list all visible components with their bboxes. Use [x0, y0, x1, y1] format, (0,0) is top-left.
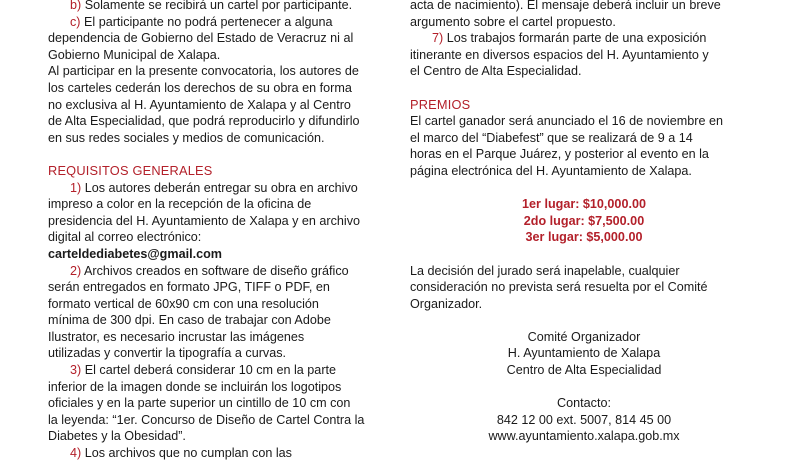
right-column [410, 0, 758, 445]
left-column [48, 0, 400, 462]
decision-line: La decisión del jurado será inapelable, cualquier [410, 263, 680, 278]
premios-line: el marco del “Diabefest” que se realizará de 9 a 14 [410, 130, 693, 145]
premios-line: página electrónica del H. Ayuntamiento de Xalapa. [410, 163, 692, 178]
email-link[interactable]: carteldediabetes@gmail.com [48, 246, 222, 261]
contact-label: Contacto: [557, 396, 611, 411]
req1-line: impreso a color en la recepción de la oficina de [48, 197, 312, 212]
premios-heading: PREMIOS [410, 96, 471, 112]
contact-phone: 842 12 00 ext. 5007, 814 45 00 [496, 412, 672, 427]
rights-line: en sus redes sociales y medios de comunicación. [48, 130, 325, 145]
continued-line: argumento sobre el cartel propuesto. [410, 14, 616, 29]
prize-third: 3er lugar: $5,000.00 [525, 230, 643, 245]
contact-website-link[interactable]: www.ayuntamiento.xalapa.gob.mx [488, 429, 680, 444]
req1-line: presidencia del H. Ayuntamiento de Xalapa y en archivo [48, 213, 361, 228]
requisitos-heading: REQUISITOS GENERALES [48, 162, 213, 178]
para-line: dependencia de Gobierno del Estado de Veracruz ni al [48, 31, 354, 46]
rule-c: c) El participante no podrá pertenecer a alguna [70, 14, 333, 29]
rights-line: Al participar en la presente convocatoria, los autores de [48, 64, 359, 79]
req3-line: la leyenda: “1er. Concurso de Diseño de Cartel Contra la [48, 412, 365, 427]
item7-line: el Centro de Alta Especialidad. [410, 64, 582, 79]
item7-first: 7) Los trabajos formarán parte de una exposición [432, 31, 707, 46]
req1-line: digital al correo electrónico: [48, 230, 202, 245]
premios-line: horas en el Parque Juárez, y posterior al evento en la [410, 147, 709, 162]
prize-first: 1er lugar: $10,000.00 [522, 197, 646, 212]
req2-line: utilizadas y convertir la tipografía a curvas. [48, 346, 286, 361]
committee-line: H. Ayuntamiento de Xalapa [507, 346, 661, 361]
committee-title: Comité Organizador [527, 329, 641, 344]
decision-line: Organizador. [410, 296, 483, 311]
rule-b: b) Solamente se recibirá un cartel por participante. [70, 0, 353, 12]
req4-first: 4) Los archivos que no cumplan con las [70, 446, 292, 461]
rights-line: de Alta Especialidad, que podrá reproducirlo y difundirlo [48, 114, 360, 129]
premios-line: El cartel ganador será anunciado el 16 de noviembre en [410, 114, 723, 129]
req2-line: mínima de 300 dpi. En caso de trabajar con Adobe [48, 313, 331, 328]
req2-line: Ilustrator, es necesario incrustar las imágenes [48, 329, 305, 344]
item7-line: itinerante en diversos espacios del H. Ayuntamiento y [410, 47, 709, 62]
rights-line: no exclusiva al H. Ayuntamiento de Xalapa y al Centro [48, 97, 351, 112]
req3-line: oficiales y en la parte superior un cintillo de 10 cm con [48, 396, 351, 411]
continued-line: acta de nacimiento). El mensaje deberá incluir un breve [410, 0, 721, 12]
decision-line: consideración no prevista será resuelta por el Comité [410, 280, 708, 295]
req2-line: formato vertical de 60x90 cm con una resolución [48, 296, 319, 311]
req3-line: Diabetes y la Obesidad”. [48, 429, 186, 444]
req2-line: serán entregados en formato JPG, TIFF o PDF, en [48, 280, 330, 295]
prize-second: 2do lugar: $7,500.00 [523, 213, 645, 228]
committee-line: Centro de Alta Especialidad [506, 363, 662, 378]
req3-line: inferior de la imagen donde se incluirán los logotipos [48, 379, 342, 394]
req1-first: 1) Los autores deberán entregar su obra en archivo [70, 180, 358, 195]
req3-first: 3) El cartel deberá considerar 10 cm en la parte [70, 363, 337, 378]
req2-first: 2) Archivos creados en software de diseño gráfico [70, 263, 349, 278]
rights-line: los carteles cederán los derechos de su obra en forma [48, 80, 352, 95]
para-line: Gobierno Municipal de Xalapa. [48, 47, 221, 62]
